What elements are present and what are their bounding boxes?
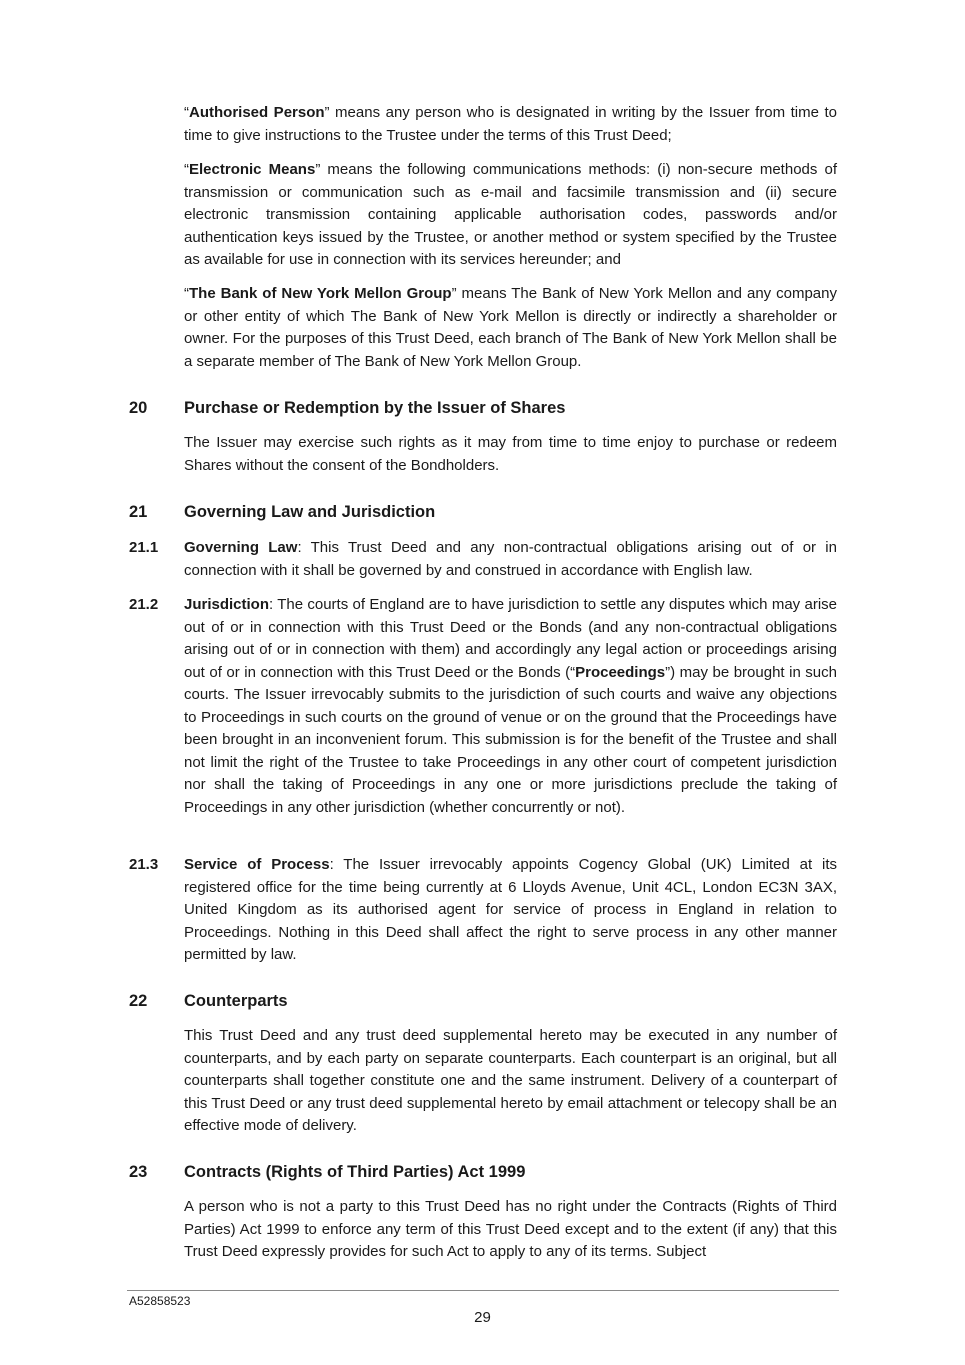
section-23-body: A person who is not a party to this Trust Deed has no right under the Contracts (Rights of Third Parties) Act 1999 to enforce any term of this Trust Deed except and to the extent (if any) that this Trust Deed expressly provides for such Act to apply to any of its terms. Subject bbox=[184, 1198, 837, 1260]
section-title: Counterparts bbox=[184, 992, 288, 1010]
definition-electronic-means bbox=[184, 159, 837, 272]
subsection-21-2-body bbox=[184, 594, 837, 819]
open-quote: “ bbox=[184, 104, 189, 121]
section-title: Contracts (Rights of Third Parties) Act 1999 bbox=[184, 1163, 526, 1181]
defined-term-proceedings: Proceedings bbox=[575, 663, 666, 681]
section-number: 20 bbox=[129, 399, 148, 417]
subsection-term: Service of Process bbox=[184, 856, 330, 873]
subsection-21-1-body bbox=[184, 537, 837, 582]
defined-term: The Bank of New York Mellon Group bbox=[189, 285, 452, 302]
section-title: Purchase or Redemption by the Issuer of Shares bbox=[184, 399, 566, 417]
footer-divider bbox=[127, 1290, 839, 1291]
subsection-text: : The courts of England are to have jurisdiction to settle any disputes which may arise out of or in connection with this Trust Deed or the Bonds (and any non-contractual obligations arising out of or in connection with them) and accordingly any legal action or proceedings arising out of or in connection with this Trust Deed or the Bonds (“ bbox=[184, 596, 837, 681]
section-22-body: This Trust Deed and any trust deed supplemental hereto may be executed in any number of counterparts, and by each party on separate counterparts. Each counterpart is an original, but all counterparts shall together constitute one and the same instrument. Delivery of a counterpart of this Trust Deed or any trust deed supplemental hereto by email attachment or telecopy shall be an effective mode of delivery. bbox=[184, 1027, 837, 1134]
subsection-number-21-2: 21.2 bbox=[129, 596, 159, 613]
defined-term: Electronic Means bbox=[189, 161, 316, 178]
section-title: Governing Law and Jurisdiction bbox=[184, 503, 436, 521]
subsection-21-3-body bbox=[184, 854, 837, 967]
definition-text: ” means any person who is designated in writing by the Issuer from time to time to give instructions to the Trustee under the terms of this Trust Deed; bbox=[184, 104, 837, 144]
section-number: 22 bbox=[129, 992, 148, 1010]
definition-authorised-person bbox=[184, 102, 837, 147]
defined-term: Authorised Person bbox=[189, 104, 325, 121]
definition-bny-mellon-group bbox=[184, 283, 837, 373]
definition-text: ” means the following communications methods: (i) non-secure methods of transmission or communication such as e-mail and facsimile transmission and (ii) secure electronic transmission containing applicable authorisation codes, passwords and/or authentication keys issued by the Trustee, or another method or system specified by the Trustee as available for use in connection with its services hereunder; and bbox=[184, 161, 837, 268]
section-number: 23 bbox=[129, 1163, 148, 1181]
subsection-term: Governing Law bbox=[184, 539, 298, 556]
subsection-text: : This Trust Deed and any non-contractual obligations arising out of or in connection with it shall be governed by and construed in accordance with English law. bbox=[184, 539, 837, 579]
definition-text: ” means The Bank of New York Mellon and any company or other entity of which The Bank of New York Mellon is directly or indirectly a shareholder or owner. For the purposes of this Trust Deed, each branch of The Bank of New York Mellon shall be a separate member of The Bank of New York Mellon Group. bbox=[184, 285, 837, 370]
page-number: 29 bbox=[474, 1309, 491, 1326]
subsection-number-21-3: 21.3 bbox=[129, 856, 159, 873]
subsection-text: ”) may be brought in such courts. The Issuer irrevocably submits to the jurisdiction of such courts and waive any objections to Proceedings in such courts on the ground of venue or on the ground that the Proceedings have been brought in an inconvenient forum. This submission is for the benefit of the Trustee and shall not limit the right of the Trustee to take Proceedings in any other court of competent jurisdiction nor shall the taking of Proceedings in any one or more jurisdictions preclude the taking of Proceedings in any other jurisdiction (whether concurrently or not). bbox=[184, 663, 837, 816]
subsection-text: : The Issuer irrevocably appoints Cogency Global (UK) Limited at its registered office for the time being currently at 6 Lloyds Avenue, Unit 4CL, London EC3N 3AX, United Kingdom as its authorised agent for service of process in England in relation to Proceedings. Nothing in this Deed shall affect the right to serve process in any other manner permitted by law. bbox=[184, 856, 837, 963]
subsection-term: Jurisdiction bbox=[184, 596, 270, 613]
section-20-body: The Issuer may exercise such rights as it may from time to time enjoy to purchase or redeem Shares without the consent of the Bondholders. bbox=[184, 434, 837, 474]
open-quote: “ bbox=[184, 161, 189, 178]
subsection-number-21-1: 21.1 bbox=[129, 539, 159, 556]
document-reference: A52858523 bbox=[129, 1294, 191, 1308]
open-quote: “ bbox=[184, 285, 189, 302]
section-number: 21 bbox=[129, 503, 148, 521]
